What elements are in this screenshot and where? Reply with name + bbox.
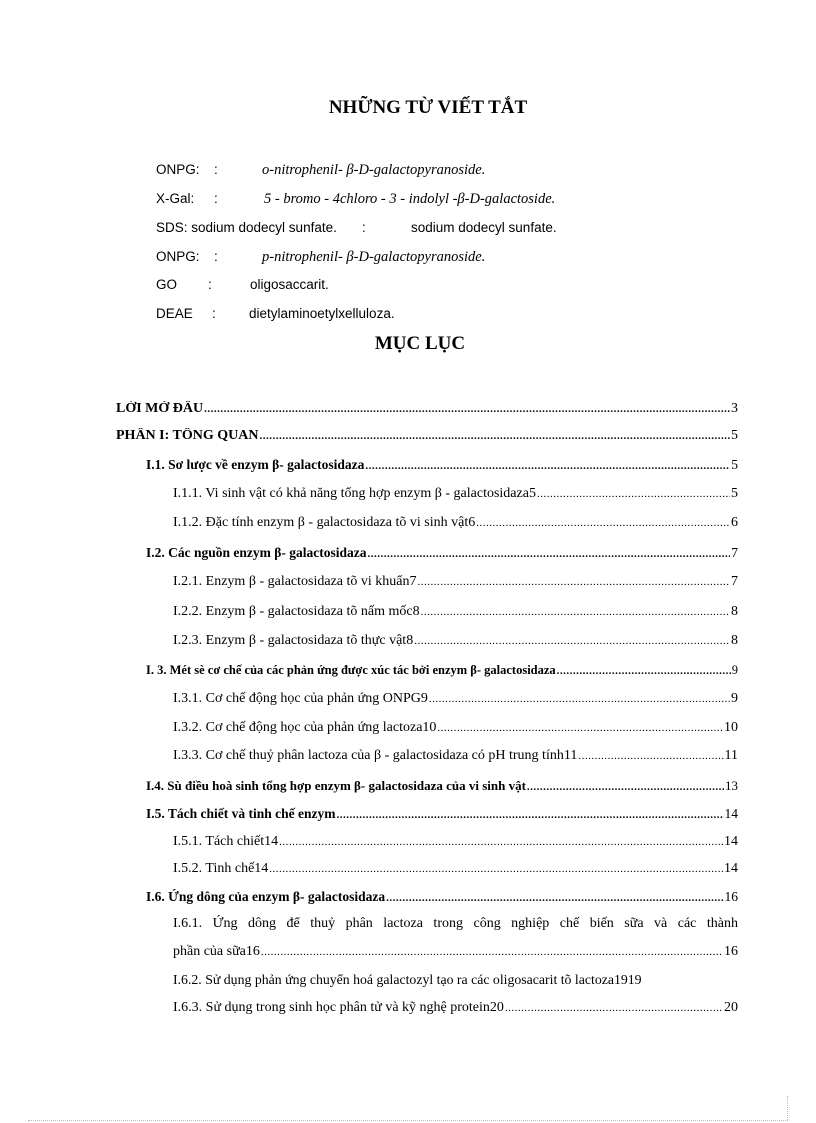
abbr-sep: : xyxy=(212,306,216,321)
toc-entry[interactable]: I.5. Tách chiết và tinh chế enzym ..... 14 xyxy=(146,806,738,822)
toc-entry[interactable]: I.2. Các nguồn enzym β- galactosidaza ..... 7 xyxy=(146,545,738,561)
toc-entry[interactable]: PHẦN I: TỔNG QUAN ..... 5 xyxy=(116,428,738,444)
page-border-corner xyxy=(787,1096,788,1120)
toc-entry[interactable]: LỜI MỞ ĐẦU ..... 3 xyxy=(116,401,738,417)
toc-entry[interactable]: I.1.2. Đặc tính enzym β - galactosidaza tõ vi sinh vật6 ..... 6 xyxy=(173,515,738,531)
toc-entry[interactable]: I.4. Sù điều hoà sinh tổng hợp enzym β- galactosidaza của vi sinh vật ..... 13 xyxy=(146,778,738,794)
toc-entry[interactable]: I.5.2. Tinh chế14 ..... 14 xyxy=(173,861,738,877)
abbr-definition: p-nitrophenil- β-D-galactopyranoside. xyxy=(262,249,486,265)
abbr-definition: sodium dodecyl sunfate. xyxy=(411,220,557,235)
toc-entry[interactable]: I.3.2. Cơ chế động học của phản ứng lactoza10 ..... 10 xyxy=(173,720,738,736)
toc-entry[interactable]: phần của sữa16 ..... 16 xyxy=(173,944,738,960)
abbr-definition: o-nitrophenil- β-D-galactopyranoside. xyxy=(262,162,486,178)
page-border-bottom xyxy=(28,1120,788,1121)
toc-entry[interactable]: I.6.3. Sử dụng trong sinh học phân tử và kỹ nghệ protein20 ..... 20 xyxy=(173,1000,738,1016)
abbreviation-row xyxy=(156,306,606,326)
toc-entry[interactable]: I. 3. Mét sè cơ chế của các phản ứng được xúc tác bởi enzym β- galactosidaza ..... 9 xyxy=(146,663,738,678)
abbreviation-row xyxy=(156,162,606,182)
abbr-term: DEAE xyxy=(156,306,193,321)
abbr-sep: : xyxy=(214,162,218,177)
abbreviation-row xyxy=(156,191,606,211)
abbr-definition: 5 - bromo - 4chloro - 3 - indolyl -β-D-galactoside. xyxy=(264,191,556,207)
abbr-term: SDS: sodium dodecyl sunfate. xyxy=(156,220,337,235)
abbreviation-row xyxy=(156,277,606,297)
toc-heading: MỤC LỤC xyxy=(374,333,466,354)
abbr-definition: dietylaminoetylxelluloza. xyxy=(249,306,395,321)
toc-entry[interactable]: I.6.2. Sử dụng phản ứng chuyển hoá galactozyl tạo ra các oligosacarit tõ lactoza1919 xyxy=(173,972,642,987)
abbr-term: GO xyxy=(156,277,178,292)
toc-entry[interactable]: I.1. Sơ lược về enzym β- galactosidaza ..... 5 xyxy=(146,457,738,473)
abbreviation-row xyxy=(156,249,606,269)
abbr-sep: : xyxy=(362,220,366,235)
toc-entry[interactable]: I.2.2. Enzym β - galactosidaza tõ nấm mốc8 ..... 8 xyxy=(173,604,738,620)
abbr-sep: : xyxy=(214,249,218,264)
toc-entry[interactable]: I.3.1. Cơ chế động học của phản ứng ONPG9 ..... 9 xyxy=(173,691,738,707)
toc-entry[interactable]: I.2.3. Enzym β - galactosidaza tõ thực vật8 ..... 8 xyxy=(173,633,738,649)
abbr-sep: : xyxy=(208,277,212,292)
abbr-term: X-Gal: xyxy=(156,191,195,206)
abbr-term: ONPG: xyxy=(156,249,200,264)
abbr-definition: oligosaccarit. xyxy=(250,277,329,292)
abbreviation-row xyxy=(156,220,606,240)
toc-entry[interactable]: I.2.1. Enzym β - galactosidaza tõ vi khuẩn7 ..... 7 xyxy=(173,574,738,590)
toc-entry[interactable]: I.6. Ứng dông của enzym β- galactosidaza ..... 16 xyxy=(146,889,738,905)
abbr-sep: : xyxy=(214,191,218,206)
toc-entry-wrapped-line[interactable]: I.6.1. Ứng dông để thuỷ phân lactoza trong công nghiệp chế biến sữa và các thành xyxy=(173,916,738,931)
toc-entry[interactable]: I.5.1. Tách chiết14 ..... 14 xyxy=(173,834,738,850)
abbr-term: ONPG: xyxy=(156,162,200,177)
toc-entry[interactable]: I.1.1. Vi sinh vật có khả năng tổng hợp enzym β - galactosidaza5 ..... 5 xyxy=(173,486,738,502)
toc-entry[interactable]: I.3.3. Cơ chế thuỷ phân lactoza của β - galactosidaza có pH trung tính11 ..... 11 xyxy=(173,748,738,764)
abbreviations-heading: NHỮNG TỪ VIẾT TẮT xyxy=(328,97,528,118)
